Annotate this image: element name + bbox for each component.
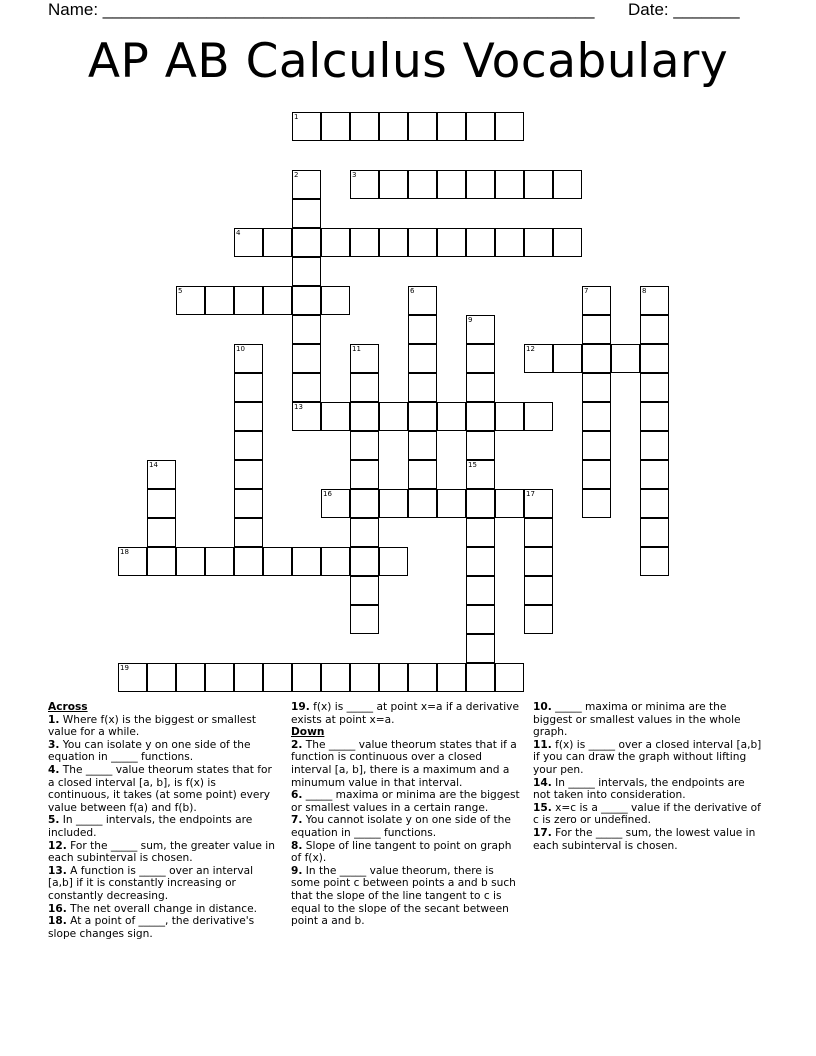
grid-cell[interactable] <box>350 547 379 576</box>
clue-across-18: 18. At a point of _____, the derivative's slope changes sign. <box>48 915 255 940</box>
grid-cell[interactable] <box>640 402 669 431</box>
grid-cell[interactable] <box>466 634 495 663</box>
grid-cell[interactable] <box>582 373 611 402</box>
grid-cell[interactable] <box>292 199 321 228</box>
date-field[interactable]: Date: _______ <box>628 0 740 19</box>
grid-cell[interactable] <box>234 489 263 518</box>
grid-cell[interactable] <box>437 228 466 257</box>
grid-cell[interactable] <box>321 663 350 692</box>
grid-cell[interactable] <box>408 460 437 489</box>
grid-cell[interactable] <box>466 373 495 402</box>
grid-cell[interactable] <box>147 547 176 576</box>
clue-across-5: 5. In _____ intervals, the endpoints are included. <box>48 814 253 839</box>
grid-cell[interactable] <box>263 228 292 257</box>
grid-cell[interactable] <box>524 547 553 576</box>
grid-cell[interactable] <box>379 489 408 518</box>
clue-number-9: 9 <box>468 316 473 324</box>
grid-cell[interactable] <box>408 402 437 431</box>
grid-cell[interactable] <box>582 460 611 489</box>
grid-cell[interactable] <box>408 489 437 518</box>
clues-column-2 <box>291 701 521 928</box>
grid-cell[interactable] <box>582 431 611 460</box>
grid-cell[interactable] <box>524 605 553 634</box>
grid-cell[interactable] <box>350 402 379 431</box>
grid-cell[interactable] <box>176 547 205 576</box>
clue-down-9: 9. In the _____ value theorum, there is some point c between points a and b such that the slope of the line tangent to c is equal to the slope of the secant between point a and b. <box>291 864 516 928</box>
grid-cell[interactable] <box>640 344 669 373</box>
grid-cell[interactable] <box>495 402 524 431</box>
clue-number-7: 7 <box>584 287 589 295</box>
clue-across-19: 19. f(x) is _____ at point x=a if a derivative exists at point x=a. <box>291 701 519 726</box>
grid-cell[interactable] <box>350 112 379 141</box>
grid-cell[interactable] <box>408 431 437 460</box>
grid-cell[interactable] <box>350 663 379 692</box>
grid-cell[interactable] <box>495 228 524 257</box>
grid-cell[interactable] <box>466 489 495 518</box>
grid-cell[interactable] <box>640 315 669 344</box>
grid-cell[interactable] <box>234 547 263 576</box>
grid-cell[interactable] <box>350 373 379 402</box>
clue-down-8: 8. Slope of line tangent to point on graph of f(x). <box>291 839 512 865</box>
grid-cell[interactable] <box>350 518 379 547</box>
grid-cell[interactable] <box>379 663 408 692</box>
grid-cell[interactable] <box>147 489 176 518</box>
grid-cell[interactable] <box>321 402 350 431</box>
grid-cell[interactable] <box>292 663 321 692</box>
grid-cell[interactable] <box>437 170 466 199</box>
grid-cell[interactable] <box>495 489 524 518</box>
clue-across-3: 3. You can isolate y on one side of the equation in _____ functions. <box>48 738 251 764</box>
grid-cell[interactable] <box>408 112 437 141</box>
clue-down-10: 10. _____ maxima or minima are the biggest or smallest values in the whole graph. <box>533 701 741 739</box>
clue-down-14: 14. In _____ intervals, the endpoints are not taken into consideration. <box>533 776 745 802</box>
grid-cell[interactable] <box>292 547 321 576</box>
grid-cell[interactable] <box>437 663 466 692</box>
grid-cell[interactable] <box>640 518 669 547</box>
grid-cell[interactable] <box>524 402 553 431</box>
grid-cell[interactable] <box>292 286 321 315</box>
grid-cell[interactable] <box>611 344 640 373</box>
grid-cell[interactable] <box>176 663 205 692</box>
clue-number-1: 1 <box>294 113 299 121</box>
grid-cell[interactable] <box>437 112 466 141</box>
grid-cell[interactable] <box>292 344 321 373</box>
grid-cell[interactable] <box>147 518 176 547</box>
clue-number-14: 14 <box>149 461 158 469</box>
grid-cell[interactable] <box>205 663 234 692</box>
grid-cell[interactable] <box>553 170 582 199</box>
grid-cell[interactable] <box>495 112 524 141</box>
grid-cell[interactable] <box>350 489 379 518</box>
grid-cell[interactable] <box>524 518 553 547</box>
grid-cell[interactable] <box>350 431 379 460</box>
grid-cell[interactable] <box>640 431 669 460</box>
across-heading: Across <box>48 701 88 713</box>
grid-cell[interactable] <box>379 402 408 431</box>
grid-cell[interactable] <box>466 605 495 634</box>
grid-cell[interactable] <box>292 373 321 402</box>
clue-number-8: 8 <box>642 287 647 295</box>
grid-cell[interactable] <box>466 663 495 692</box>
grid-cell[interactable] <box>234 460 263 489</box>
grid-cell[interactable] <box>408 228 437 257</box>
grid-cell[interactable] <box>553 228 582 257</box>
grid-cell[interactable] <box>408 344 437 373</box>
grid-cell[interactable] <box>582 344 611 373</box>
grid-cell[interactable] <box>466 518 495 547</box>
grid-cell[interactable] <box>466 344 495 373</box>
grid-cell[interactable] <box>466 576 495 605</box>
clue-down-7: 7. You cannot isolate y on one side of the equation in _____ functions. <box>291 814 511 839</box>
grid-cell[interactable] <box>321 547 350 576</box>
grid-cell[interactable] <box>640 489 669 518</box>
grid-cell[interactable] <box>466 228 495 257</box>
grid-cell[interactable] <box>350 605 379 634</box>
clue-number-16: 16 <box>323 490 332 498</box>
page-title: AP AB Calculus Vocabulary <box>87 34 729 89</box>
grid-cell[interactable] <box>524 170 553 199</box>
grid-cell[interactable] <box>234 431 263 460</box>
clue-down-15: 15. x=c is a _____ value if the derivative of c is zero or undefined. <box>533 801 761 827</box>
clue-across-13: 13. A function is _____ over an interval [a,b] if it is constantly increasing or constantly decreasing. <box>48 864 254 902</box>
grid-cell[interactable] <box>292 228 321 257</box>
clue-across-12: 12. For the _____ sum, the greater value in each subinterval is chosen. <box>48 839 275 865</box>
grid-cell[interactable] <box>234 286 263 315</box>
grid-cell[interactable] <box>234 663 263 692</box>
clue-number-3: 3 <box>352 171 357 179</box>
grid-cell[interactable] <box>437 402 466 431</box>
grid-cell[interactable] <box>408 170 437 199</box>
clue-down-17: 17. For the _____ sum, the lowest value in each subinterval is chosen. <box>533 826 756 852</box>
clues-column-1 <box>48 701 280 940</box>
grid-cell[interactable] <box>466 112 495 141</box>
clue-number-5: 5 <box>178 287 183 295</box>
grid-cell[interactable] <box>466 170 495 199</box>
grid-cell[interactable] <box>205 547 234 576</box>
grid-cell[interactable] <box>437 489 466 518</box>
grid-cell[interactable] <box>292 315 321 344</box>
clue-number-6: 6 <box>410 287 415 295</box>
clue-number-18: 18 <box>120 548 129 556</box>
grid-cell[interactable] <box>234 373 263 402</box>
grid-cell[interactable] <box>350 228 379 257</box>
grid-cell[interactable] <box>524 576 553 605</box>
grid-cell[interactable] <box>350 576 379 605</box>
grid-cell[interactable] <box>321 228 350 257</box>
grid-cell[interactable] <box>553 344 582 373</box>
grid-cell[interactable] <box>466 402 495 431</box>
name-field[interactable]: Name: ____________________________________________________ <box>48 0 595 19</box>
grid-cell[interactable] <box>640 460 669 489</box>
clue-number-11: 11 <box>352 345 361 353</box>
clue-number-12: 12 <box>526 345 535 353</box>
grid-cell[interactable] <box>379 170 408 199</box>
grid-cell[interactable] <box>263 286 292 315</box>
grid-cell[interactable] <box>640 547 669 576</box>
clue-number-10: 10 <box>236 345 245 353</box>
grid-cell[interactable] <box>379 112 408 141</box>
grid-cell[interactable] <box>379 547 408 576</box>
grid-cell[interactable] <box>524 228 553 257</box>
grid-cell[interactable] <box>350 460 379 489</box>
clue-across-4: 4. The _____ value theorum states that for a closed interval [a, b], is f(x) is continuous, it takes (at some point) every value between f(a) and f(b). <box>48 763 272 814</box>
grid-cell[interactable] <box>263 663 292 692</box>
grid-cell[interactable] <box>408 663 437 692</box>
clue-across-1: 1. Where f(x) is the biggest or smallest value for a while. <box>48 713 256 739</box>
clue-number-15: 15 <box>468 461 477 469</box>
clue-number-17: 17 <box>526 490 535 498</box>
grid-cell[interactable] <box>582 489 611 518</box>
down-heading: Down <box>291 726 325 739</box>
grid-cell[interactable] <box>408 373 437 402</box>
grid-cell[interactable] <box>321 112 350 141</box>
grid-cell[interactable] <box>640 373 669 402</box>
clue-down-6: 6. _____ maxima or minima are the biggest or smallest values in a certain range. <box>291 789 520 814</box>
grid-cell[interactable] <box>466 547 495 576</box>
grid-cell[interactable] <box>495 170 524 199</box>
clue-number-19: 19 <box>120 664 129 672</box>
grid-cell[interactable] <box>408 315 437 344</box>
grid-cell[interactable] <box>379 228 408 257</box>
grid-cell[interactable] <box>205 286 234 315</box>
grid-cell[interactable] <box>466 431 495 460</box>
clue-number-2: 2 <box>294 171 299 179</box>
grid-cell[interactable] <box>292 257 321 286</box>
grid-cell[interactable] <box>147 663 176 692</box>
grid-cell[interactable] <box>582 402 611 431</box>
grid-cell[interactable] <box>495 663 524 692</box>
clue-number-4: 4 <box>236 229 241 237</box>
grid-cell[interactable] <box>263 547 292 576</box>
grid-cell[interactable] <box>234 402 263 431</box>
grid-cell[interactable] <box>321 286 350 315</box>
clue-down-2: 2. The _____ value theorum states that if a function is continuous over a closed interval [a, b], there is a maximum and a minumum value in that interval. <box>291 738 517 789</box>
clues-column-3 <box>533 701 763 852</box>
grid-cell[interactable] <box>582 315 611 344</box>
clue-down-11: 11. f(x) is _____ over a closed interval [a,b] if you can draw the graph without lifting your pen. <box>533 738 762 776</box>
clue-across-16: 16. The net overall change in distance. <box>48 902 257 915</box>
grid-cell[interactable] <box>234 518 263 547</box>
clue-number-13: 13 <box>294 403 303 411</box>
